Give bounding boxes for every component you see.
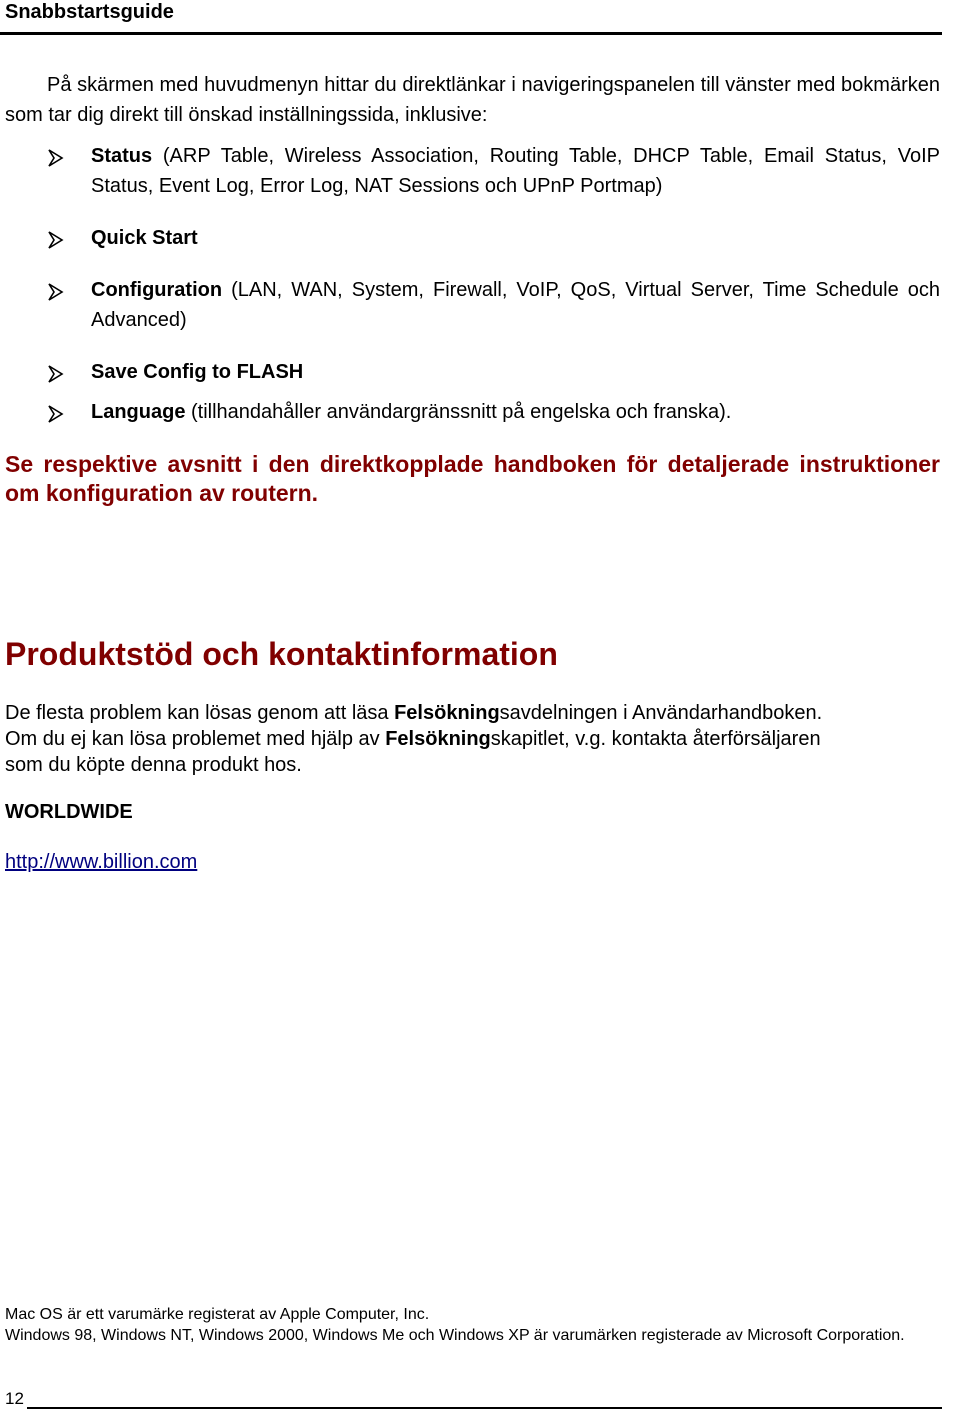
list-item-text: (ARP Table, Wireless Association, Routing Table, DHCP Table, Email Status, VoIP Status, Event Log, Error Log, NAT Sessions och UPnP Portmap) [91, 145, 940, 197]
page-number: 12 [5, 1389, 24, 1408]
support-line-3: som du köpte denna produkt hos. [5, 754, 302, 776]
list-item-status [91, 141, 940, 201]
arrow-bullet-icon [48, 405, 78, 425]
arrow-bullet-icon [48, 365, 78, 385]
list-item-configuration [91, 275, 940, 335]
trademark-apple: Mac OS är ett varumärke registerat av Apple Computer, Inc. [5, 1306, 430, 1323]
arrow-bullet-icon [48, 149, 78, 169]
support-line-2: Om du ej kan lösa problemet med hjälp av Felsökningskapitlet, v.g. kontakta återförsäljaren [5, 728, 821, 750]
list-item-quick-start [91, 223, 940, 253]
list-item-keyword: Language [91, 401, 186, 423]
support-line-1: De flesta problem kan lösas genom att läsa Felsökningsavdelningen i Användarhandboken. [5, 702, 823, 724]
list-item-language [91, 397, 940, 427]
list-item-keyword: Save Config to FLASH [91, 361, 304, 383]
support-paragraph [5, 700, 940, 778]
list-item-keyword: Status [91, 145, 153, 167]
list-item-keyword: Quick Start [91, 227, 198, 249]
header-divider [0, 32, 942, 35]
trademark-microsoft: Windows 98, Windows NT, Windows 2000, Windows Me och Windows XP är varumärken registerade av Microsoft Corporation. [5, 1327, 905, 1344]
list-item-text: (tillhandahåller användargränssnitt på engelska och franska). [185, 401, 732, 423]
intro-paragraph: På skärmen med huvudmenyn hittar du direktlänkar i navigeringspanelen till vänster med bokmärken som tar dig direkt till önskad inställningssida, inklusive: [5, 74, 940, 126]
footer-divider [27, 1407, 942, 1409]
region-label: WORLDWIDE [5, 801, 133, 823]
support-heading: Produktstöd och kontaktinformation [5, 636, 558, 672]
troubleshooting-keyword: Felsökning [385, 728, 491, 750]
manual-reference-note: Se respektive avsnitt i den direktkopplade handboken för detaljerade instruktioner om konfiguration av routern. [5, 451, 940, 506]
arrow-bullet-icon [48, 231, 78, 251]
troubleshooting-keyword: Felsökning [394, 702, 500, 724]
website-link[interactable]: http://www.billion.com [5, 851, 198, 873]
list-item-save-config [91, 357, 940, 387]
list-item-text: (LAN, WAN, System, Firewall, VoIP, QoS, Virtual Server, Time Schedule och Advanced) [91, 279, 940, 331]
page-header-title: Snabbstartsguide [5, 1, 174, 23]
list-item-keyword: Configuration [91, 279, 223, 301]
arrow-bullet-icon [48, 283, 78, 303]
